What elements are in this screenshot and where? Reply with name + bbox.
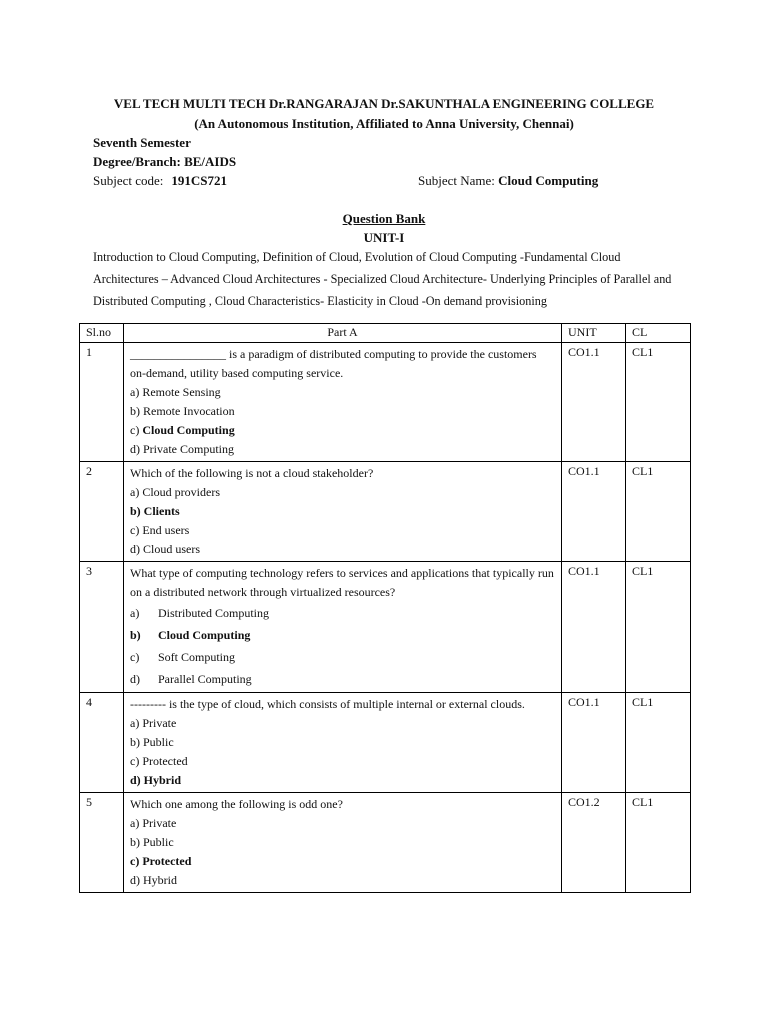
table-row <box>80 693 691 793</box>
header-slno: Sl.no <box>80 324 124 343</box>
option-d-text: Parallel Computing <box>158 672 252 686</box>
row-number: 3 <box>80 562 124 693</box>
semester: Seventh Semester <box>93 135 191 150</box>
degree-branch: Degree/Branch: BE/AIDS <box>93 154 237 169</box>
question-text: Which one among the following is odd one? <box>130 797 343 811</box>
unit-syllabus: Introduction to Cloud Computing, Definition of Cloud, Evolution of Cloud Computing -Fundamental Cloud Architectures – Advanced Cloud Architectures - Specialized Cloud Architecture- Underlying Principles of Parallel and Distributed Computing , Cloud Characteristics- Elasticity in Cloud -On demand provisioning <box>93 250 672 308</box>
unit-cell: CO1.1 <box>562 343 626 462</box>
option-c <box>130 421 555 440</box>
cl-cell: CL1 <box>626 462 691 562</box>
option-b: b) Public <box>130 835 174 849</box>
subject-code-value: 191CS721 <box>171 173 228 188</box>
header-unit: UNIT <box>562 324 626 343</box>
unit-cell: CO1.2 <box>562 793 626 893</box>
option-b-answer: b) Clients <box>130 504 180 518</box>
subject-code-label: Subject code: <box>93 173 164 188</box>
question-text: --------- is the type of cloud, which consists of multiple internal or external clouds. <box>130 697 525 711</box>
question-text: Which of the following is not a cloud stakeholder? <box>130 466 374 480</box>
cl-cell: CL1 <box>626 343 691 462</box>
question-cell <box>124 343 562 462</box>
option-c: c) End users <box>130 523 190 537</box>
header-part-a: Part A <box>124 324 562 343</box>
answer-text: Cloud Computing <box>142 423 235 437</box>
row-number: 5 <box>80 793 124 893</box>
question-text: What type of computing technology refers to services and applications that typically run on a distributed network through virtualized resources? <box>130 566 554 599</box>
option-d-answer: d) Hybrid <box>130 773 182 787</box>
cl-cell: CL1 <box>626 793 691 893</box>
unit-cell: CO1.1 <box>562 693 626 793</box>
table-header-row <box>80 324 691 343</box>
table-row <box>80 462 691 562</box>
table-row <box>80 343 691 462</box>
option-a: a) Private <box>130 716 177 730</box>
section-title: Question Bank <box>342 211 426 226</box>
subject-code <box>93 173 227 189</box>
subject-name-value: Cloud Computing <box>498 173 599 188</box>
unit-title: UNIT-I <box>363 230 405 245</box>
option-a: a) Cloud providers <box>130 485 220 499</box>
question-cell <box>124 462 562 562</box>
option-d: d) Cloud users <box>130 542 200 556</box>
option-c-text: Soft Computing <box>158 650 236 664</box>
option-d: d) Hybrid <box>130 873 177 887</box>
option-c <box>130 646 555 668</box>
option-d: d) Private Computing <box>130 442 234 456</box>
option-a-label: a) <box>130 606 140 620</box>
option-c-label: c) <box>130 650 140 664</box>
question-text: ________________ is a paradigm of distributed computing to provide the customers on-demand, utility based computing service. <box>130 347 537 380</box>
option-a-text: Distributed Computing <box>158 606 269 620</box>
option-b: b) Remote Invocation <box>130 404 235 418</box>
question-table <box>79 323 691 893</box>
option-c-answer: c) Protected <box>130 854 192 868</box>
cl-cell: CL1 <box>626 562 691 693</box>
option-b-text: Cloud Computing <box>158 628 251 642</box>
unit-cell: CO1.1 <box>562 562 626 693</box>
question-cell <box>124 693 562 793</box>
option-c: c) Protected <box>130 754 188 768</box>
affiliation: (An Autonomous Institution, Affiliated to Anna University, Chennai) <box>194 116 574 131</box>
subject-name <box>418 173 598 189</box>
header-cl: CL <box>626 324 691 343</box>
question-cell <box>124 793 562 893</box>
option-d-label: d) <box>130 672 140 686</box>
unit-cell: CO1.1 <box>562 462 626 562</box>
option-a: a) Private <box>130 816 177 830</box>
option-b-label: b) <box>130 628 141 642</box>
cl-cell: CL1 <box>626 693 691 793</box>
option-c-label: c) <box>130 423 143 437</box>
question-cell <box>124 562 562 693</box>
option-a: a) Remote Sensing <box>130 385 221 399</box>
option-b: b) Public <box>130 735 174 749</box>
table-row <box>80 793 691 893</box>
option-a <box>130 602 555 624</box>
row-number: 1 <box>80 343 124 462</box>
subject-name-label: Subject Name: <box>418 173 495 188</box>
option-b-answer <box>130 624 555 646</box>
row-number: 2 <box>80 462 124 562</box>
option-d <box>130 668 555 690</box>
row-number: 4 <box>80 693 124 793</box>
college-name: VEL TECH MULTI TECH Dr.RANGARAJAN Dr.SAKUNTHALA ENGINEERING COLLEGE <box>113 96 655 111</box>
table-row <box>80 562 691 693</box>
